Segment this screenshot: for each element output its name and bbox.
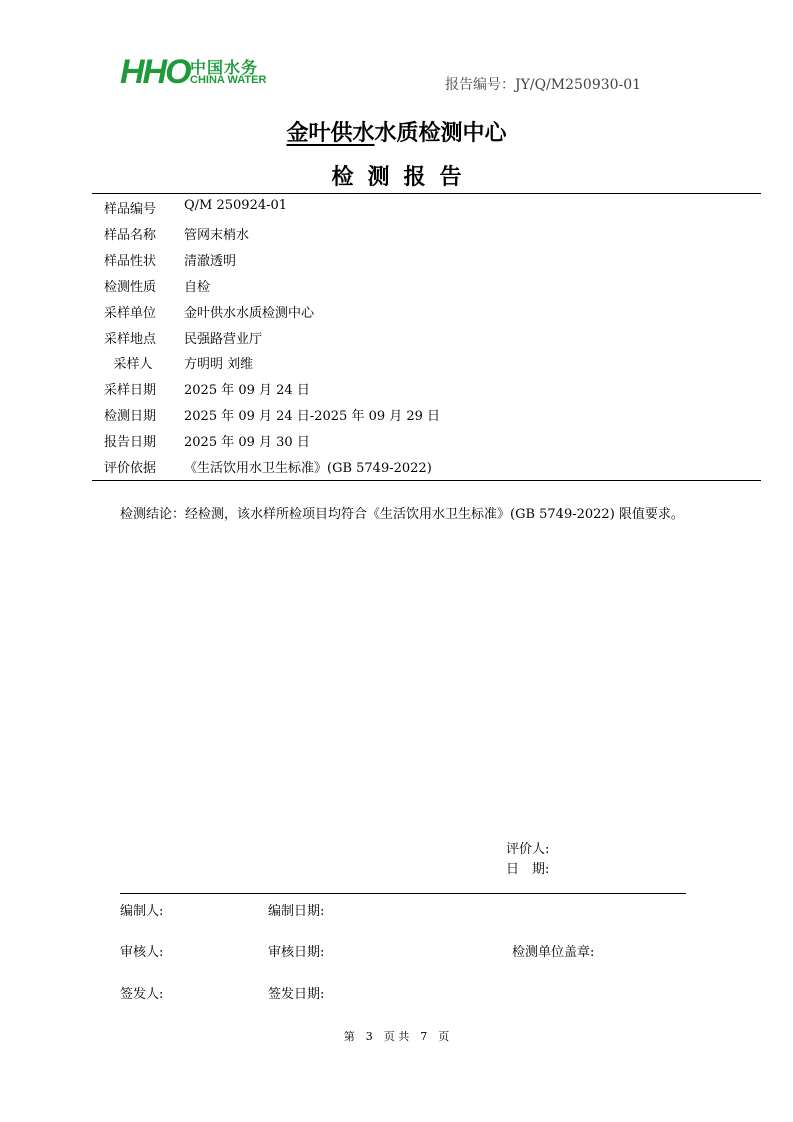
info-label: 评价依据 (104, 461, 157, 476)
info-value: 方明明 刘维 (184, 357, 254, 373)
test-conclusion: 检测结论：经检测，该水样所检项目均符合《生活饮用水卫生标准》(GB 5749-2022) 限值要求。 (120, 507, 684, 522)
info-value: 《生活饮用水卫生标准》(GB 5749-2022) (184, 461, 432, 476)
organization-title-rest: 水质检测中心 (374, 121, 507, 146)
seal-label: 检测单位盖章: (512, 945, 595, 960)
info-row (0, 224, 793, 250)
info-value: 民强路营业厅 (184, 331, 263, 347)
evaluator-label: 评价人: (506, 842, 550, 857)
compiler-label: 编制人: (120, 904, 164, 919)
logo-chinese-name: 中国水务 (190, 58, 259, 77)
info-label: 样品编号 (104, 202, 157, 217)
issue-date-label: 签发日期: (268, 987, 325, 1002)
reviewer-label: 审核人: (120, 945, 164, 960)
page-number: 第 3 页 共 7 页 (343, 1030, 450, 1043)
info-value: 金叶供水水质检测中心 (184, 305, 315, 321)
info-label: 采样人 (113, 357, 153, 373)
info-bottom-rule (92, 480, 761, 481)
report-number: 报告编号：JY/Q/M250930-01 (445, 77, 642, 93)
info-label: 检测性质 (104, 279, 157, 295)
evaluation-date-label: 日 期: (506, 862, 550, 877)
info-value: 2025 年 09 月 24 日 (184, 383, 310, 399)
logo-english-name: CHINA WATER (190, 74, 267, 86)
issuer-label: 签发人: (120, 987, 164, 1002)
info-row (0, 302, 793, 328)
info-label: 采样日期 (104, 383, 157, 399)
info-row (0, 431, 793, 457)
document-title: 检测报告 (331, 165, 476, 190)
compile-date-label: 编制日期: (268, 904, 325, 919)
review-date-label: 审核日期: (268, 945, 325, 960)
info-top-rule (92, 193, 761, 194)
info-value: Q/M 250924-01 (184, 198, 288, 213)
info-value: 2025 年 09 月 30 日 (184, 435, 310, 451)
signature-rule (120, 893, 686, 894)
info-value: 自检 (184, 279, 211, 295)
info-row (0, 276, 793, 302)
info-label: 检测日期 (104, 409, 157, 425)
info-row (0, 198, 793, 224)
info-value: 管网末梢水 (184, 227, 250, 243)
info-value: 清澈透明 (184, 253, 237, 269)
info-row (0, 379, 793, 405)
info-label: 报告日期 (104, 435, 157, 451)
organization-title-underlined: 金叶供水 (286, 121, 375, 146)
organization-title (0, 116, 793, 147)
info-label: 样品性状 (104, 253, 157, 269)
info-label: 采样地点 (104, 331, 157, 347)
info-row (0, 405, 793, 431)
logo-hho-mark: HHO (120, 53, 190, 91)
info-row (0, 250, 793, 276)
info-label: 样品名称 (104, 227, 157, 243)
info-value: 2025 年 09 月 24 日-2025 年 09 月 29 日 (184, 409, 441, 425)
info-row (0, 353, 793, 379)
info-label: 采样单位 (104, 305, 157, 321)
info-row (0, 328, 793, 354)
